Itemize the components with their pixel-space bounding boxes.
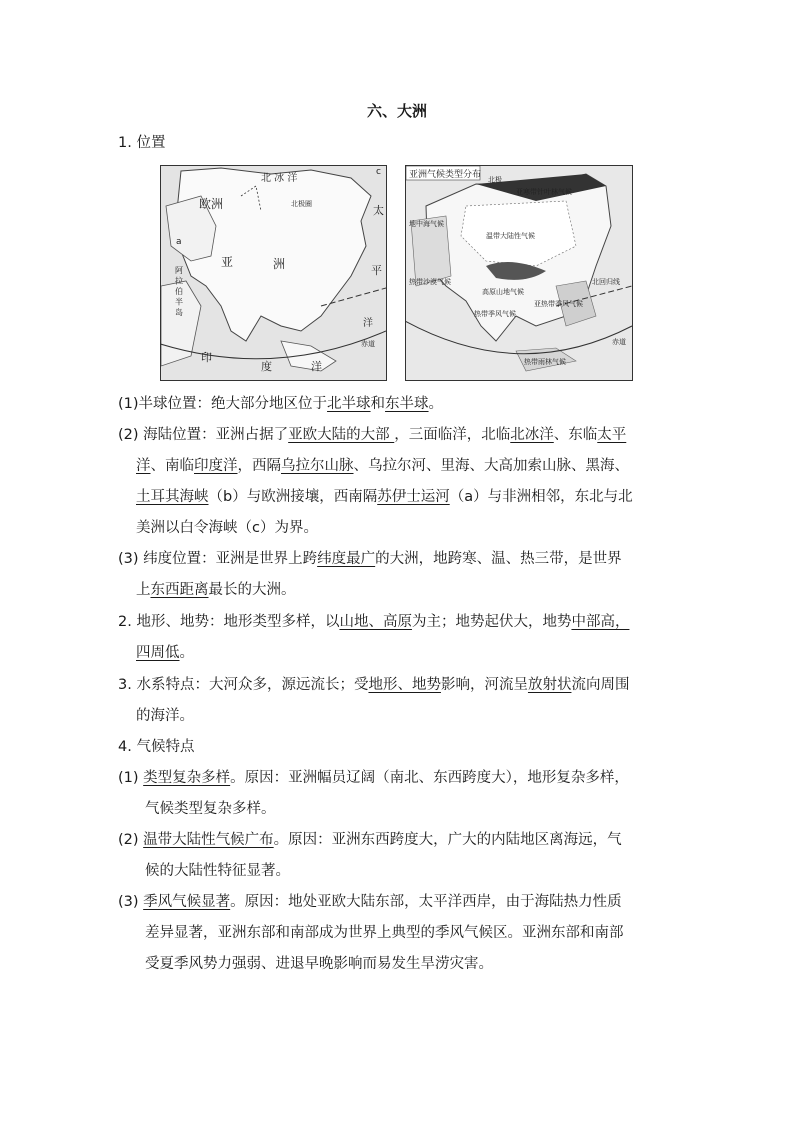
pacific-label-1: 太 bbox=[373, 204, 384, 217]
paragraph-latitude-line-1: (3) 纬度位置：亚洲是世界上跨纬度最广的大洲，地跨寒、温、热三带，是世界 bbox=[118, 551, 622, 567]
indian-label-1: 印 bbox=[201, 351, 212, 364]
paragraph-rivers-line-1: 3. 水系特点：大河众多，源远流长；受地形、地势影响，河流呈放射状流向周围 bbox=[118, 677, 630, 693]
climate-map-caption: 亚洲气候类型分布 bbox=[409, 170, 482, 180]
paragraph-hemisphere: (1)半球位置：绝大部分地区位于北半球和东半球。 bbox=[118, 396, 444, 412]
rainforest-label: 热带雨林气候 bbox=[524, 358, 566, 366]
paragraph-latitude-line-2: 上东西距离最长的大洲。 bbox=[136, 582, 296, 598]
paragraph-climate-1-line-1: (1) 类型复杂多样。原因：亚洲幅员辽阔（南北、东西跨度大），地形复杂多样， bbox=[118, 770, 629, 786]
arctic-ocean-label: 北 冰 洋 bbox=[261, 173, 298, 184]
paragraph-terrain-line-1: 2. 地形、地势：地形类型多样，以山地、高原为主；地势起伏大，地势中部高， bbox=[118, 614, 630, 630]
plateau-label: 高原山地气候 bbox=[482, 288, 524, 296]
section-4-heading: 4. 气候特点 bbox=[118, 739, 195, 755]
europe-label: 欧洲 bbox=[199, 197, 224, 211]
asia-location-map-graphic bbox=[161, 166, 386, 380]
point-c-label: c bbox=[376, 167, 381, 177]
paragraph-climate-1-line-2: 气候类型复杂多样。 bbox=[145, 801, 276, 817]
arctic-circle-label: 北极圈 bbox=[291, 200, 312, 208]
point-a-label: a bbox=[176, 237, 182, 247]
paragraph-sea-land-line-3: 土耳其海峡（b）与欧洲接壤，西南隔苏伊士运河（a）与非洲相邻，东北与北 bbox=[136, 489, 633, 505]
continental-label: 温带大陆性气候 bbox=[486, 232, 535, 240]
paragraph-climate-3-line-2: 差异显著，亚洲东部和南部成为世界上典型的季风气候区。亚洲东部和南部 bbox=[145, 925, 624, 941]
asia-location-map bbox=[160, 165, 387, 381]
asia-label-1: 亚 bbox=[221, 255, 234, 269]
tropic-label: 北回归线 bbox=[592, 278, 620, 286]
page-title: 六、大洲 bbox=[366, 102, 427, 120]
paragraph-sea-land-line-2: 洋、南临印度洋，西隔乌拉尔山脉、乌拉尔河、里海、大高加索山脉、黑海、 bbox=[136, 458, 629, 474]
mediterranean-label: 地中海气候 bbox=[409, 220, 444, 228]
desert-label: 热带沙漠气候 bbox=[409, 278, 451, 286]
paragraph-climate-3-line-1: (3) 季风气候显著。原因：地处亚欧大陆东部，太平洋西岸，由于海陆热力性质 bbox=[118, 894, 622, 910]
paragraph-rivers-line-2: 的海洋。 bbox=[136, 708, 194, 724]
pacific-label-3: 洋 bbox=[363, 318, 373, 329]
arabian-label: 阿 拉 伯 半 岛 bbox=[174, 266, 184, 317]
equator-label-1: 赤道 bbox=[361, 340, 375, 348]
asia-climate-map bbox=[405, 165, 633, 381]
paragraph-climate-2-line-2: 候的大陆性特征显著。 bbox=[145, 863, 290, 879]
asia-climate-map-graphic bbox=[406, 166, 632, 380]
indian-label-2: 度 bbox=[261, 360, 272, 373]
paragraph-terrain-line-2: 四周低。 bbox=[136, 645, 194, 661]
subtropical-label: 亚热带季风气候 bbox=[534, 300, 583, 308]
paragraph-sea-land-line-4: 美洲以白令海峡（c）为界。 bbox=[136, 520, 318, 536]
asia-label-2: 洲 bbox=[273, 257, 286, 271]
monsoon-label: 热带季风气候 bbox=[474, 310, 516, 318]
equator-label-2: 赤道 bbox=[612, 338, 626, 346]
paragraph-climate-3-line-3: 受夏季风势力强弱、进退早晚影响而易发生旱涝灾害。 bbox=[145, 956, 493, 972]
subarctic-label: 亚寒带针叶林气候 bbox=[516, 188, 572, 196]
pacific-label-2: 平 bbox=[371, 264, 382, 277]
arctic-belt-label: 北极 bbox=[488, 176, 502, 184]
paragraph-climate-2-line-1: (2) 温带大陆性气候广布。原因：亚洲东西跨度大，广大的内陆地区离海远，气 bbox=[118, 832, 622, 848]
paragraph-sea-land-line-1: (2) 海陆位置：亚洲占据了亚欧大陆的大部 ，三面临洋，北临北冰洋、东临太平 bbox=[118, 427, 627, 443]
indian-label-3: 洋 bbox=[311, 360, 322, 373]
section-1-heading: 1. 位置 bbox=[118, 135, 166, 151]
